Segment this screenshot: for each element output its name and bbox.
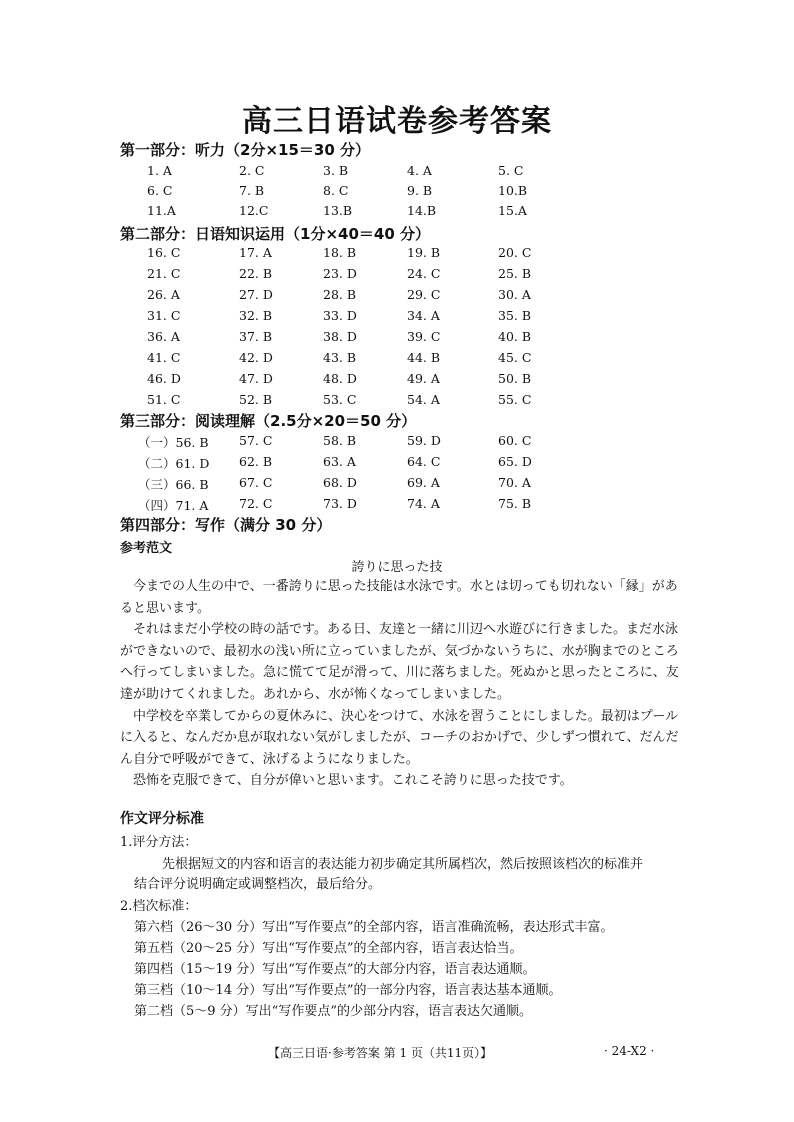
answer-cell: 68. D bbox=[323, 475, 357, 490]
answer-cell: 1. A bbox=[147, 163, 172, 178]
essay-paragraph: 恐怖を克服できて、自分が偉いと思います。これこそ誇りに思った技です。 bbox=[133, 773, 573, 789]
answer-cell: 47. D bbox=[239, 371, 273, 386]
answer-cell: （一）56. B bbox=[138, 435, 209, 450]
answer-cell: 17. A bbox=[239, 245, 272, 260]
answer-cell: 51. C bbox=[147, 392, 181, 407]
answer-cell: 10.B bbox=[498, 183, 528, 198]
answer-cell: 33. D bbox=[323, 308, 357, 323]
answer-cell: 43. B bbox=[323, 350, 357, 365]
answer-cell: 15.A bbox=[498, 203, 527, 218]
method-text: 结合评分说明确定或调整档次，最后给分。 bbox=[134, 877, 382, 892]
answer-cell: 49. A bbox=[407, 371, 440, 386]
essay-body bbox=[120, 576, 680, 792]
answer-cell: 22. B bbox=[239, 266, 273, 281]
answer-cell: 60. C bbox=[498, 433, 532, 448]
level-item: 第三档（10～14 分）写出“写作要点”的一部分内容，语言表达基本通顺。 bbox=[134, 983, 562, 998]
answer-cell: 70. A bbox=[498, 475, 531, 490]
answer-cell: 42. D bbox=[239, 350, 273, 365]
answer-cell: 11.A bbox=[147, 203, 176, 218]
answer-cell: 37. B bbox=[239, 329, 273, 344]
answer-cell: 75. B bbox=[498, 496, 532, 511]
answer-cell: （二）61. D bbox=[138, 456, 210, 471]
answer-cell: 54. A bbox=[407, 392, 440, 407]
answer-cell: 52. B bbox=[239, 392, 273, 407]
answer-cell: 23. D bbox=[323, 266, 357, 281]
answer-cell: 12.C bbox=[239, 203, 269, 218]
answer-cell: 9. B bbox=[407, 183, 433, 198]
answer-cell: 58. B bbox=[323, 433, 357, 448]
answer-cell: 67. C bbox=[239, 475, 273, 490]
answer-cell: 45. C bbox=[498, 350, 532, 365]
method-text: 先根据短文的内容和语言的表达能力初步确定其所属档次，然后按照该档次的标准并 bbox=[162, 857, 644, 872]
answer-cell: 8. C bbox=[323, 183, 349, 198]
answer-cell: 62. B bbox=[239, 454, 273, 469]
answer-cell: 34. A bbox=[407, 308, 440, 323]
answer-cell: 72. C bbox=[239, 496, 273, 511]
answer-cell: 55. C bbox=[498, 392, 532, 407]
answer-cell: 27. D bbox=[239, 287, 273, 302]
answer-cell: 7. B bbox=[239, 183, 265, 198]
level-item: 第五档（20～25 分）写出“写作要点”的全部内容，语言表达恰当。 bbox=[134, 941, 523, 956]
page-title: 高三日语试卷参考答案 bbox=[242, 104, 552, 139]
answer-cell: 6. C bbox=[147, 183, 173, 198]
essay-title: 誇りに思った技 bbox=[351, 560, 443, 575]
answer-cell: 73. D bbox=[323, 496, 357, 511]
answer-cell: 40. B bbox=[498, 329, 532, 344]
answer-cell: 20. C bbox=[498, 245, 532, 260]
answer-cell: 35. B bbox=[498, 308, 532, 323]
answer-cell: 48. D bbox=[323, 371, 357, 386]
answer-cell: 29. C bbox=[407, 287, 441, 302]
essay-paragraph: 中学校を卒業してからの夏休みに、決心をつけて、水泳を習うことにしました。最初はプールに入ると、なんだか息が取れない気がしましたが、コーチのおかげで、少しずつ慣れて、だんだん自分で呼吸ができて、泳げるようになりました。 bbox=[120, 708, 679, 767]
answer-cell: 38. D bbox=[323, 329, 357, 344]
answer-cell: 24. C bbox=[407, 266, 441, 281]
part1-heading: 第一部分：听力（2分×15＝30 分） bbox=[120, 141, 370, 159]
answer-cell: （四）71. A bbox=[138, 498, 209, 513]
answer-cell: 46. D bbox=[147, 371, 181, 386]
page-code: · 24-X2 · bbox=[604, 1044, 655, 1058]
answer-cell: 63. A bbox=[323, 454, 356, 469]
answer-cell: 59. D bbox=[407, 433, 441, 448]
answer-cell: 16. C bbox=[147, 245, 181, 260]
answer-cell: 3. B bbox=[323, 163, 349, 178]
answer-cell: 5. C bbox=[498, 163, 524, 178]
page-footer: 【高三日语·参考答案 第 1 页（共11页）】 bbox=[268, 1046, 493, 1060]
part3-heading: 第三部分：阅读理解（2.5分×20＝50 分） bbox=[120, 412, 417, 430]
answer-cell: 57. C bbox=[239, 433, 273, 448]
levels-label: 2.档次标准： bbox=[120, 899, 198, 914]
answer-cell: 31. C bbox=[147, 308, 181, 323]
answer-cell: 69. A bbox=[407, 475, 440, 490]
answer-cell: 74. A bbox=[407, 496, 440, 511]
answer-cell: 53. C bbox=[323, 392, 357, 407]
answer-cell: 64. C bbox=[407, 454, 441, 469]
answer-cell: 44. B bbox=[407, 350, 441, 365]
answer-cell: 4. A bbox=[407, 163, 432, 178]
answer-cell: 41. C bbox=[147, 350, 181, 365]
answer-cell: 50. B bbox=[498, 371, 532, 386]
answer-cell: 14.B bbox=[407, 203, 437, 218]
answer-cell: 25. B bbox=[498, 266, 532, 281]
answer-cell: 36. A bbox=[147, 329, 180, 344]
part2-heading: 第二部分：日语知识运用（1分×40＝40 分） bbox=[120, 225, 430, 243]
level-item: 第六档（26～30 分）写出“写作要点”的全部内容，语言准确流畅，表达形式丰富。 bbox=[134, 920, 614, 935]
essay-paragraph: 今までの人生の中で、一番誇りに思った技能は水泳です。水とは切っても切れない「縁」があると思います。 bbox=[120, 579, 678, 616]
criteria-title: 作文评分标准 bbox=[120, 811, 204, 827]
answer-cell: 26. A bbox=[147, 287, 180, 302]
essay-paragraph: それはまだ小学校の時の話です。ある日、友達と一緒に川辺へ水遊びに行きました。まだ水泳ができないので、最初水の浅い所に立っていましたが、気づかないうちに、水が胸までのところへ行ってしまいました。急に慌てて足が滑って、川に落ちました。死ぬかと思ったところに、友達が助けてくれました。あれから、水が怖くなってしまいました。 bbox=[120, 622, 679, 702]
answer-cell: 28. B bbox=[323, 287, 357, 302]
answer-cell: 19. B bbox=[407, 245, 441, 260]
answer-cell: 65. D bbox=[498, 454, 532, 469]
level-item: 第四档（15～19 分）写出“写作要点”的大部分内容，语言表达通顺。 bbox=[134, 962, 536, 977]
answer-cell: 18. B bbox=[323, 245, 357, 260]
answer-cell: 13.B bbox=[323, 203, 353, 218]
answer-cell: （三）66. B bbox=[138, 477, 209, 492]
answer-cell: 32. B bbox=[239, 308, 273, 323]
part4-heading: 第四部分：写作（满分 30 分） bbox=[120, 516, 332, 534]
method-label: 1.评分方法： bbox=[120, 835, 198, 850]
answer-cell: 21. C bbox=[147, 266, 181, 281]
answer-cell: 39. C bbox=[407, 329, 441, 344]
sample-essay-label: 参考范文 bbox=[120, 541, 173, 556]
level-item: 第二档（5～9 分）写出“写作要点”的少部分内容，语言表达欠通顺。 bbox=[134, 1004, 532, 1019]
answer-cell: 30. A bbox=[498, 287, 531, 302]
answer-cell: 2. C bbox=[239, 163, 265, 178]
